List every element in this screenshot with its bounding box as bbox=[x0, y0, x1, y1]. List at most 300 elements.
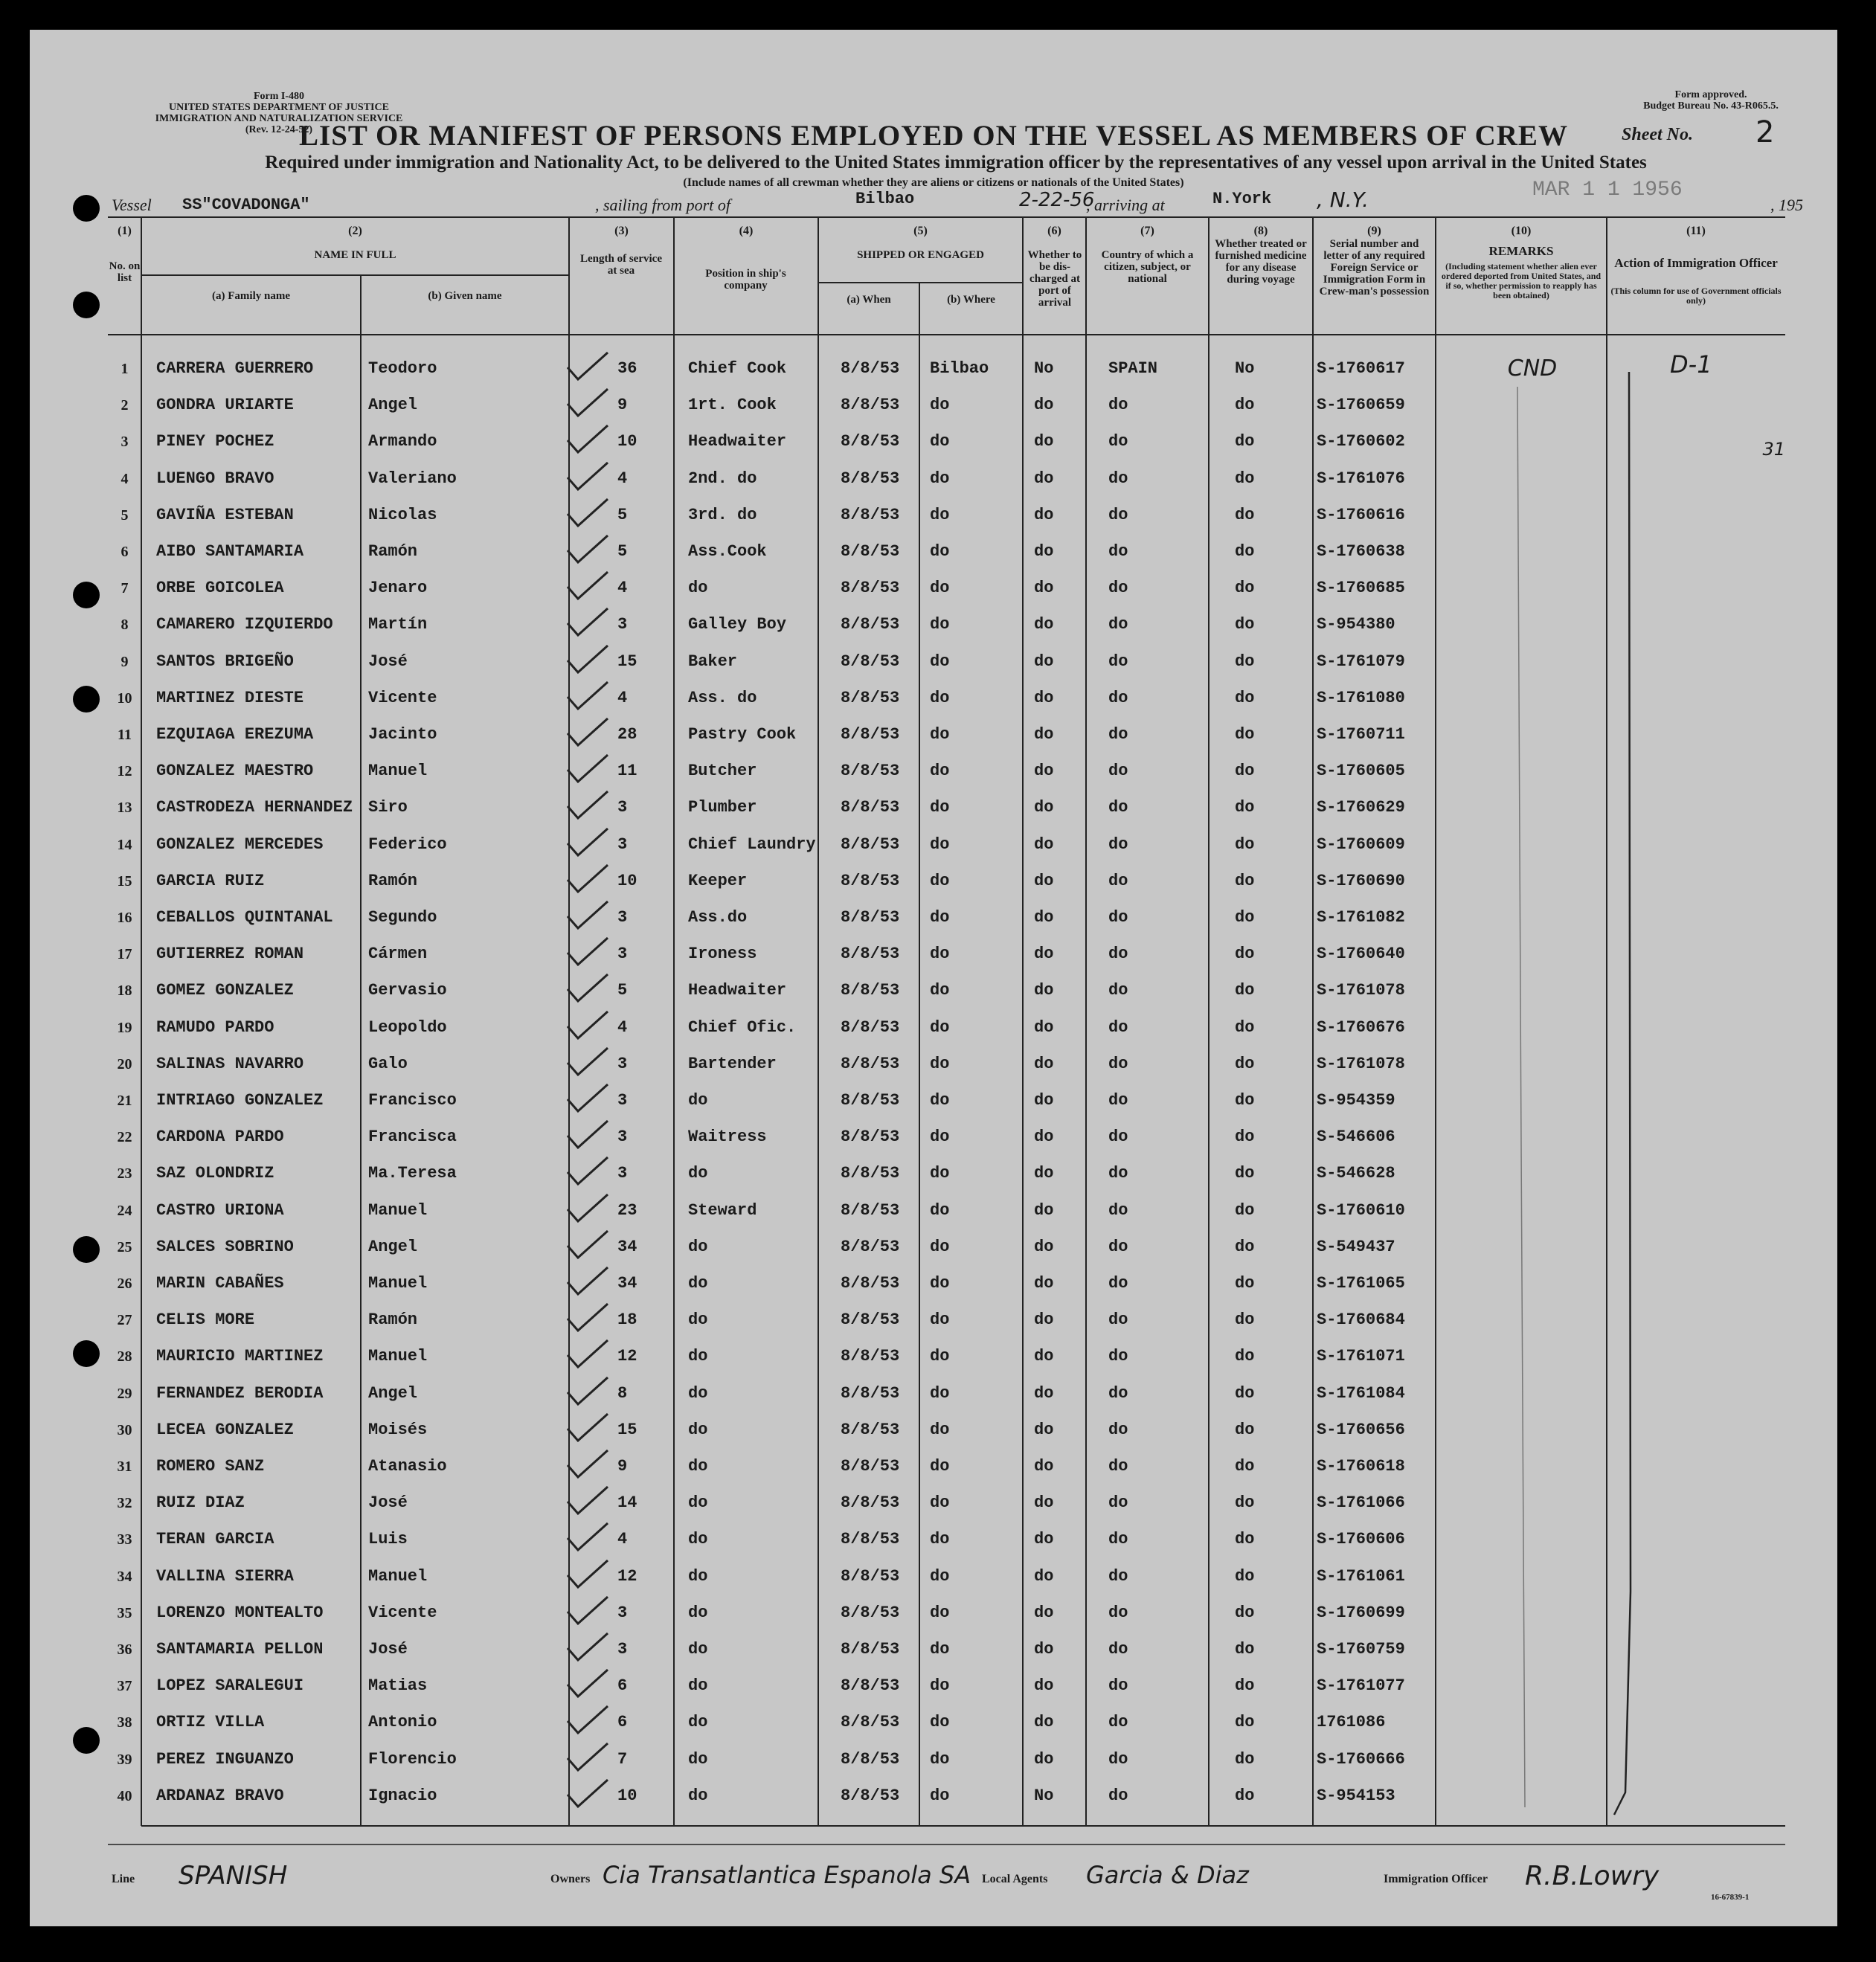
given-name: Martín bbox=[368, 615, 428, 634]
remarks bbox=[1465, 1455, 1599, 1479]
serial-number: S-1760617 bbox=[1317, 359, 1405, 378]
country: do bbox=[1108, 1017, 1128, 1037]
shipped-when: 8/8/53 bbox=[841, 798, 900, 817]
position: Headwaiter bbox=[688, 981, 787, 1000]
given-name: Galo bbox=[368, 1054, 408, 1073]
service-length: 3 bbox=[617, 615, 628, 634]
officer-action bbox=[1614, 833, 1785, 857]
shipped-where: do bbox=[930, 1237, 950, 1256]
service-length: 10 bbox=[617, 871, 637, 890]
row-number: 20 bbox=[117, 1055, 132, 1072]
check-mark-icon bbox=[562, 971, 614, 1004]
col4-number: (4) bbox=[739, 225, 754, 237]
service-length: 9 bbox=[617, 1457, 628, 1476]
officer-action bbox=[1614, 1711, 1785, 1734]
manifest-title: LIST OR MANIFEST OF PERSONS EMPLOYED ON THE VESSEL AS MEMBERS OF CREW bbox=[299, 120, 1568, 152]
service-length: 5 bbox=[617, 505, 628, 524]
position: do bbox=[688, 1493, 708, 1513]
given-name: Valeriano bbox=[368, 469, 457, 488]
medicine-flag: do bbox=[1235, 908, 1255, 927]
discharge-flag: do bbox=[1034, 1676, 1054, 1696]
row-number: 38 bbox=[117, 1714, 132, 1731]
shipped-where: do bbox=[930, 1749, 950, 1769]
officer-action bbox=[1614, 650, 1785, 674]
given-name: Manuel bbox=[368, 1347, 428, 1366]
remarks bbox=[1465, 1199, 1599, 1223]
manifest-sheet bbox=[30, 30, 1837, 1926]
medicine-flag: do bbox=[1235, 1274, 1255, 1293]
service-length: 3 bbox=[617, 1164, 628, 1183]
family-name: LOPEZ SARALEGUI bbox=[156, 1676, 304, 1696]
medicine-flag: do bbox=[1235, 1676, 1255, 1696]
family-name: GONZALEZ MERCEDES bbox=[156, 834, 324, 854]
position: do bbox=[688, 1274, 708, 1293]
check-mark-icon bbox=[562, 1667, 614, 1699]
binder-hole bbox=[73, 1236, 100, 1263]
family-name: LUENGO BRAVO bbox=[156, 469, 274, 488]
given-name: Manuel bbox=[368, 1566, 428, 1586]
officer-action bbox=[1614, 1565, 1785, 1589]
family-name: MARTINEZ DIESTE bbox=[156, 688, 304, 707]
agents-value: Garcia & Diaz bbox=[1086, 1861, 1249, 1889]
service-length: 4 bbox=[617, 469, 628, 488]
col2-label: NAME IN FULL bbox=[314, 249, 396, 261]
shipped-when: 8/8/53 bbox=[841, 396, 900, 415]
row-number: 9 bbox=[121, 653, 129, 670]
shipped-when: 8/8/53 bbox=[841, 762, 900, 781]
service-length: 28 bbox=[617, 725, 637, 744]
serial-number: S-1761082 bbox=[1317, 908, 1405, 927]
remarks bbox=[1465, 686, 1599, 710]
given-name: Ramón bbox=[368, 542, 418, 561]
service-length: 15 bbox=[617, 652, 637, 671]
line-value: SPANISH bbox=[179, 1861, 288, 1891]
shipped-when: 8/8/53 bbox=[841, 1017, 900, 1037]
arriving-port: N.York bbox=[1212, 190, 1272, 208]
medicine-flag: do bbox=[1235, 542, 1255, 561]
position: Plumber bbox=[688, 798, 757, 817]
discharge-flag: do bbox=[1034, 1530, 1054, 1549]
remarks bbox=[1465, 393, 1599, 417]
family-name: RUIZ DIAZ bbox=[156, 1493, 245, 1513]
officer-action bbox=[1614, 1052, 1785, 1076]
row-number: 40 bbox=[117, 1787, 132, 1804]
serial-number: S-1760605 bbox=[1317, 762, 1405, 781]
discharge-flag: do bbox=[1034, 725, 1054, 744]
check-mark-icon bbox=[562, 1191, 614, 1224]
officer-action bbox=[1614, 1272, 1785, 1296]
serial-number: S-1760656 bbox=[1317, 1420, 1405, 1439]
check-mark-icon bbox=[562, 386, 614, 419]
medicine-flag: do bbox=[1235, 579, 1255, 598]
remarks bbox=[1465, 942, 1599, 966]
check-mark-icon bbox=[562, 1484, 614, 1516]
medicine-flag: do bbox=[1235, 871, 1255, 890]
family-name: RAMUDO PARDO bbox=[156, 1017, 274, 1037]
check-mark-icon bbox=[562, 1337, 614, 1370]
medicine-flag: do bbox=[1235, 981, 1255, 1000]
country: do bbox=[1108, 542, 1128, 561]
shipped-where: do bbox=[930, 1640, 950, 1659]
discharge-flag: No bbox=[1034, 359, 1054, 378]
row-number: 6 bbox=[121, 544, 129, 560]
country: do bbox=[1108, 1347, 1128, 1366]
country: do bbox=[1108, 1566, 1128, 1586]
discharge-flag: do bbox=[1034, 981, 1054, 1000]
service-length: 10 bbox=[617, 432, 637, 451]
check-mark-icon bbox=[562, 1154, 614, 1187]
serial-number: S-1760610 bbox=[1317, 1200, 1405, 1220]
col3-label: Length of service at sea bbox=[580, 253, 662, 277]
discharge-flag: do bbox=[1034, 1200, 1054, 1220]
country: do bbox=[1108, 1420, 1128, 1439]
given-name: Manuel bbox=[368, 762, 428, 781]
country: do bbox=[1108, 1530, 1128, 1549]
officer-action bbox=[1614, 613, 1785, 637]
serial-number: S-1760759 bbox=[1317, 1640, 1405, 1659]
given-name: Angel bbox=[368, 1383, 418, 1403]
col10-label: REMARKS bbox=[1488, 244, 1554, 258]
medicine-flag: do bbox=[1235, 1420, 1255, 1439]
position: Butcher bbox=[688, 762, 757, 781]
shipped-when: 8/8/53 bbox=[841, 469, 900, 488]
given-name: Florencio bbox=[368, 1749, 457, 1769]
family-name: SANTOS BRIGEÑO bbox=[156, 652, 294, 671]
discharge-flag: do bbox=[1034, 1237, 1054, 1256]
discharge-flag: do bbox=[1034, 1274, 1054, 1293]
serial-number: S-1760711 bbox=[1317, 725, 1405, 744]
family-name: TERAN GARCIA bbox=[156, 1530, 274, 1549]
given-name: Vicente bbox=[368, 688, 437, 707]
discharge-flag: do bbox=[1034, 505, 1054, 524]
medicine-flag: do bbox=[1235, 1054, 1255, 1073]
sailing-date: 2-22-56 bbox=[1019, 189, 1095, 211]
row-number: 32 bbox=[117, 1495, 132, 1512]
check-mark-icon bbox=[562, 569, 614, 602]
remarks bbox=[1465, 1125, 1599, 1149]
officer-action bbox=[1614, 1418, 1785, 1442]
check-mark-icon bbox=[562, 679, 614, 712]
position: Keeper bbox=[688, 871, 748, 890]
shipped-when: 8/8/53 bbox=[841, 1640, 900, 1659]
sailing-port: Bilbao bbox=[855, 190, 915, 208]
service-length: 3 bbox=[617, 1128, 628, 1147]
shipped-when: 8/8/53 bbox=[841, 1493, 900, 1513]
check-mark-icon bbox=[562, 1557, 614, 1590]
country: do bbox=[1108, 615, 1128, 634]
service-length: 11 bbox=[617, 762, 637, 781]
shipped-when: 8/8/53 bbox=[841, 725, 900, 744]
shipped-where: do bbox=[930, 652, 950, 671]
row-number: 14 bbox=[117, 836, 132, 853]
col2-number: (2) bbox=[348, 225, 362, 237]
position: do bbox=[688, 1091, 708, 1110]
position: do bbox=[688, 579, 708, 598]
remarks bbox=[1465, 540, 1599, 564]
officer-action bbox=[1614, 942, 1785, 966]
officer-signature: R.B.Lowry bbox=[1525, 1861, 1660, 1891]
medicine-flag: do bbox=[1235, 1640, 1255, 1659]
officer-action bbox=[1614, 1601, 1785, 1625]
agents-label: Local Agents bbox=[982, 1873, 1048, 1885]
family-name: LORENZO MONTEALTO bbox=[156, 1603, 324, 1622]
discharge-flag: do bbox=[1034, 615, 1054, 634]
given-name: José bbox=[368, 1493, 408, 1513]
service-length: 3 bbox=[617, 945, 628, 964]
service-length: 6 bbox=[617, 1713, 628, 1732]
row-number: 31 bbox=[117, 1458, 132, 1475]
col9-number: (9) bbox=[1367, 225, 1381, 237]
shipped-where: do bbox=[930, 1054, 950, 1073]
manifest-subnote: (Include names of all crewman whether they are aliens or citizens or nationals of the United States) bbox=[683, 176, 1184, 189]
given-name: Angel bbox=[368, 396, 418, 415]
service-length: 36 bbox=[617, 359, 637, 378]
service-length: 5 bbox=[617, 981, 628, 1000]
remarks bbox=[1465, 576, 1599, 600]
medicine-flag: do bbox=[1235, 1347, 1255, 1366]
discharge-flag: do bbox=[1034, 469, 1054, 488]
shipped-when: 8/8/53 bbox=[841, 432, 900, 451]
col7-number: (7) bbox=[1140, 225, 1154, 237]
country: SPAIN bbox=[1108, 359, 1158, 378]
binder-hole bbox=[73, 1340, 100, 1367]
officer-action bbox=[1614, 1638, 1785, 1662]
check-mark-icon bbox=[562, 422, 614, 455]
shipped-when: 8/8/53 bbox=[841, 1603, 900, 1622]
shipped-when: 8/8/53 bbox=[841, 1091, 900, 1110]
serial-number: S-954380 bbox=[1317, 615, 1395, 634]
shipped-where: do bbox=[930, 469, 950, 488]
given-name: Segundo bbox=[368, 908, 437, 927]
shipped-where: do bbox=[930, 1676, 950, 1696]
officer-action bbox=[1614, 504, 1785, 527]
position: Ironess bbox=[688, 945, 757, 964]
serial-number: S-1760685 bbox=[1317, 579, 1405, 598]
serial-number: S-954153 bbox=[1317, 1786, 1395, 1805]
discharge-flag: do bbox=[1034, 1457, 1054, 1476]
row-number: 34 bbox=[117, 1568, 132, 1585]
serial-number: S-1760606 bbox=[1317, 1530, 1405, 1549]
row-number: 7 bbox=[121, 580, 129, 597]
position: do bbox=[688, 1457, 708, 1476]
remarks bbox=[1465, 869, 1599, 893]
medicine-flag: do bbox=[1235, 762, 1255, 781]
check-mark-icon bbox=[562, 1009, 614, 1041]
medicine-flag: do bbox=[1235, 1566, 1255, 1586]
position: Ass.Cook bbox=[688, 542, 767, 561]
medicine-flag: do bbox=[1235, 1091, 1255, 1110]
row-number: 4 bbox=[121, 470, 129, 487]
discharge-flag: do bbox=[1034, 1017, 1054, 1037]
serial-number: S-1761077 bbox=[1317, 1676, 1405, 1696]
medicine-flag: do bbox=[1235, 798, 1255, 817]
serial-number: S-1761071 bbox=[1317, 1347, 1405, 1366]
country: do bbox=[1108, 1603, 1128, 1622]
officer-action bbox=[1614, 467, 1785, 491]
position: do bbox=[688, 1347, 708, 1366]
shipped-when: 8/8/53 bbox=[841, 1274, 900, 1293]
service-length: 5 bbox=[617, 542, 628, 561]
sheet-label: Sheet No. bbox=[1622, 125, 1693, 144]
remarks bbox=[1465, 1784, 1599, 1808]
shipped-where: do bbox=[930, 615, 950, 634]
form-approved: Form approved. bbox=[1674, 89, 1747, 100]
shipped-when: 8/8/53 bbox=[841, 908, 900, 927]
service-length: 12 bbox=[617, 1566, 637, 1586]
officer-action bbox=[1614, 796, 1785, 820]
serial-number: S-1760616 bbox=[1317, 505, 1405, 524]
remarks bbox=[1465, 1638, 1599, 1662]
check-mark-icon bbox=[562, 1520, 614, 1553]
medicine-flag: do bbox=[1235, 834, 1255, 854]
serial-number: S-954359 bbox=[1317, 1091, 1395, 1110]
given-name: Moisés bbox=[368, 1420, 428, 1439]
check-mark-icon bbox=[562, 1118, 614, 1151]
given-name: Ramón bbox=[368, 1310, 418, 1330]
medicine-flag: do bbox=[1235, 432, 1255, 451]
country: do bbox=[1108, 1310, 1128, 1330]
remarks bbox=[1465, 833, 1599, 857]
shipped-where: do bbox=[930, 1274, 950, 1293]
position: Chief Ofic. bbox=[688, 1017, 797, 1037]
medicine-flag: do bbox=[1235, 1310, 1255, 1330]
serial-number: S-1760684 bbox=[1317, 1310, 1405, 1330]
family-name: EZQUIAGA EREZUMA bbox=[156, 725, 314, 744]
officer-action: 31 bbox=[1762, 439, 1785, 460]
service-length: 7 bbox=[617, 1749, 628, 1769]
shipped-where: do bbox=[930, 798, 950, 817]
shipped-when: 8/8/53 bbox=[841, 1128, 900, 1147]
officer-action bbox=[1614, 393, 1785, 417]
check-mark-icon bbox=[562, 1594, 614, 1627]
discharge-flag: do bbox=[1034, 871, 1054, 890]
remarks bbox=[1465, 1528, 1599, 1551]
shipped-when: 8/8/53 bbox=[841, 542, 900, 561]
year-label: , 195 bbox=[1770, 196, 1803, 214]
col1-number: (1) bbox=[118, 225, 132, 237]
given-name: Nicolas bbox=[368, 505, 437, 524]
department: UNITED STATES DEPARTMENT OF JUSTICE bbox=[169, 102, 389, 113]
officer-action bbox=[1614, 1345, 1785, 1368]
medicine-flag: do bbox=[1235, 1457, 1255, 1476]
country: do bbox=[1108, 1457, 1128, 1476]
officer-action bbox=[1614, 979, 1785, 1003]
remarks bbox=[1465, 1162, 1599, 1186]
discharge-flag: do bbox=[1034, 1164, 1054, 1183]
discharge-flag: do bbox=[1034, 1493, 1054, 1513]
shipped-when: 8/8/53 bbox=[841, 1420, 900, 1439]
position: Pastry Cook bbox=[688, 725, 797, 744]
family-name: ORBE GOICOLEA bbox=[156, 579, 284, 598]
officer-action bbox=[1614, 1455, 1785, 1479]
family-name: CARDONA PARDO bbox=[156, 1128, 284, 1147]
officer-action bbox=[1614, 576, 1785, 600]
row-number: 29 bbox=[117, 1385, 132, 1402]
officer-action bbox=[1614, 1089, 1785, 1113]
family-name: CAMARERO IZQUIERDO bbox=[156, 615, 333, 634]
row-number: 1 bbox=[121, 361, 129, 377]
shipped-where: do bbox=[930, 908, 950, 927]
medicine-flag: do bbox=[1235, 396, 1255, 415]
remarks bbox=[1465, 1601, 1599, 1625]
row-number: 18 bbox=[117, 982, 132, 1000]
position: do bbox=[688, 1676, 708, 1696]
medicine-flag: do bbox=[1235, 505, 1255, 524]
check-mark-icon bbox=[562, 826, 614, 858]
service-length: 8 bbox=[617, 1383, 628, 1403]
discharge-flag: do bbox=[1034, 1749, 1054, 1769]
serial-number: S-546628 bbox=[1317, 1164, 1395, 1183]
serial-number: S-549437 bbox=[1317, 1237, 1395, 1256]
service-length: 3 bbox=[617, 1640, 628, 1659]
col4-label: Position in ship's company bbox=[705, 268, 786, 292]
country: do bbox=[1108, 1786, 1128, 1805]
binder-hole bbox=[73, 582, 100, 608]
col10-number: (10) bbox=[1511, 225, 1532, 237]
given-name: Manuel bbox=[368, 1200, 428, 1220]
shipped-when: 8/8/53 bbox=[841, 359, 900, 378]
check-mark-icon bbox=[562, 350, 614, 382]
medicine-flag: do bbox=[1235, 1603, 1255, 1622]
discharge-flag: do bbox=[1034, 1566, 1054, 1586]
shipped-when: 8/8/53 bbox=[841, 945, 900, 964]
country: do bbox=[1108, 1274, 1128, 1293]
country: do bbox=[1108, 1128, 1128, 1147]
arriving-state: , N.Y. bbox=[1317, 187, 1369, 212]
family-name: CELIS MORE bbox=[156, 1310, 255, 1330]
remarks bbox=[1465, 1345, 1599, 1368]
check-mark-icon bbox=[562, 605, 614, 638]
discharge-flag: do bbox=[1034, 542, 1054, 561]
discharge-flag: do bbox=[1034, 652, 1054, 671]
check-mark-icon bbox=[562, 533, 614, 565]
position: Chief Cook bbox=[688, 359, 787, 378]
line-label: Line bbox=[112, 1873, 135, 1885]
position: Steward bbox=[688, 1200, 757, 1220]
discharge-flag: do bbox=[1034, 762, 1054, 781]
position: do bbox=[688, 1237, 708, 1256]
service-length: 3 bbox=[617, 1054, 628, 1073]
shipped-where: do bbox=[930, 505, 950, 524]
medicine-flag: do bbox=[1235, 1383, 1255, 1403]
discharge-flag: do bbox=[1034, 908, 1054, 927]
shipped-when: 8/8/53 bbox=[841, 1566, 900, 1586]
service-length: 18 bbox=[617, 1310, 637, 1330]
row-number: 26 bbox=[117, 1276, 132, 1292]
family-name: GONDRA URIARTE bbox=[156, 396, 294, 415]
family-name: INTRIAGO GONZALEZ bbox=[156, 1091, 324, 1110]
check-mark-icon bbox=[562, 1703, 614, 1736]
shipped-where: do bbox=[930, 1457, 950, 1476]
row-number: 17 bbox=[117, 946, 132, 963]
remarks bbox=[1465, 1565, 1599, 1589]
family-name: LECEA GONZALEZ bbox=[156, 1420, 294, 1439]
row-number: 22 bbox=[117, 1129, 132, 1146]
given-name: Vicente bbox=[368, 1603, 437, 1622]
shipped-where: do bbox=[930, 1164, 950, 1183]
row-number: 19 bbox=[117, 1019, 132, 1036]
check-mark-icon bbox=[562, 715, 614, 748]
family-name: SALINAS NAVARRO bbox=[156, 1054, 304, 1073]
family-name: ROMERO SANZ bbox=[156, 1457, 265, 1476]
shipped-when: 8/8/53 bbox=[841, 1347, 900, 1366]
shipped-where: Bilbao bbox=[930, 359, 989, 378]
service-length: 3 bbox=[617, 1091, 628, 1110]
shipped-where: do bbox=[930, 834, 950, 854]
col2a-label: (a) Family name bbox=[212, 290, 290, 302]
country: do bbox=[1108, 652, 1128, 671]
vessel-label: Vessel bbox=[112, 196, 152, 214]
